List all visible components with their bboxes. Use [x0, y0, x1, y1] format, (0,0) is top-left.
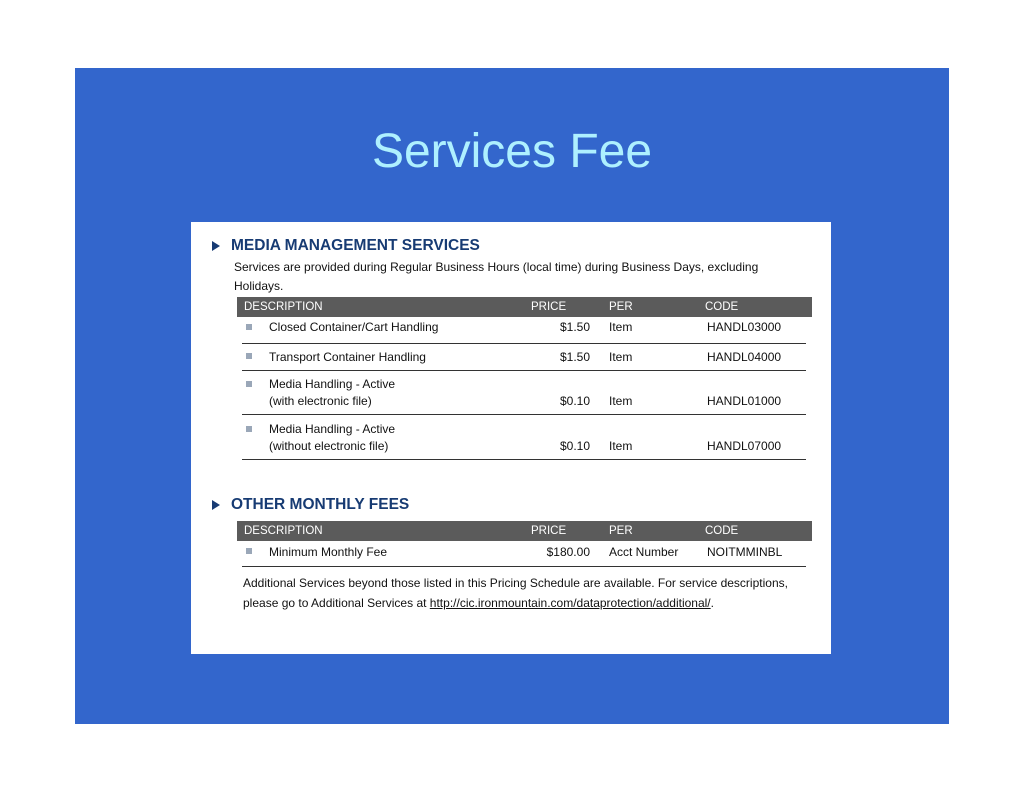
- row-description: Media Handling - Active: [269, 377, 396, 391]
- col-code: CODE: [705, 301, 739, 313]
- col-per: PER: [609, 301, 633, 313]
- media-table-header: [237, 297, 812, 317]
- row-per: Item: [609, 350, 633, 364]
- row-per: Item: [609, 439, 633, 453]
- row-price: $1.50: [559, 350, 590, 364]
- square-bullet-icon: [246, 548, 252, 554]
- monthly-table: [237, 521, 812, 567]
- row-code: HANDL01000: [707, 394, 782, 408]
- square-bullet-icon: [246, 353, 252, 359]
- square-bullet-icon: [246, 381, 252, 387]
- monthly-table-header: [237, 521, 812, 541]
- row-price: $180.00: [546, 545, 590, 559]
- row-code: HANDL03000: [707, 320, 782, 334]
- additional-services-link[interactable]: http://cic.ironmountain.com/dataprotection/additional/: [429, 595, 711, 610]
- row-code: HANDL07000: [707, 439, 782, 453]
- row-description: Media Handling - Active: [269, 422, 396, 436]
- table-row: [242, 371, 806, 415]
- row-code: NOITMMINBL: [707, 545, 783, 559]
- additional-services-note: [243, 574, 803, 613]
- table-row: [242, 317, 806, 344]
- square-bullet-icon: [246, 426, 252, 432]
- pricing-document: [191, 222, 831, 654]
- square-bullet-icon: [246, 324, 252, 330]
- col-code: CODE: [705, 525, 739, 537]
- row-per: Item: [609, 394, 633, 408]
- col-price: PRICE: [531, 301, 567, 313]
- row-price: $0.10: [559, 394, 590, 408]
- table-row: [242, 344, 806, 371]
- monthly-section-heading: [212, 496, 409, 514]
- row-description-sub: (with electronic file): [269, 394, 372, 408]
- triangle-bullet-icon: [212, 500, 220, 510]
- note-text: Additional Services beyond those listed in this Pricing Schedule are available. For service descriptions, please go to Additional Services at: [243, 576, 788, 610]
- col-description: DESCRIPTION: [244, 301, 323, 313]
- media-table: [237, 297, 812, 460]
- col-price: PRICE: [531, 525, 567, 537]
- media-intro: Services are provided during Regular Business Hours (local time) during Business Days, excluding Holidays.: [234, 260, 759, 293]
- row-description-sub: (without electronic file): [269, 439, 389, 453]
- triangle-bullet-icon: [212, 241, 220, 251]
- col-description: DESCRIPTION: [244, 525, 323, 537]
- row-per: Item: [609, 320, 633, 334]
- slide: [75, 68, 949, 724]
- col-per: PER: [609, 525, 633, 537]
- table-row: [242, 415, 806, 460]
- row-price: $0.10: [559, 439, 590, 453]
- monthly-heading-text: OTHER MONTHLY FEES: [231, 496, 410, 513]
- note-end: .: [710, 595, 714, 610]
- row-description: Transport Container Handling: [269, 350, 426, 364]
- table-row: [242, 541, 806, 567]
- slide-title: Services Fee: [371, 125, 653, 178]
- row-description: Closed Container/Cart Handling: [269, 320, 439, 334]
- media-heading-text: MEDIA MANAGEMENT SERVICES: [231, 237, 480, 254]
- row-per: Acct Number: [609, 545, 679, 559]
- row-price: $1.50: [559, 320, 590, 334]
- media-section-heading: [212, 237, 480, 255]
- row-description: Minimum Monthly Fee: [269, 545, 388, 559]
- row-code: HANDL04000: [707, 350, 782, 364]
